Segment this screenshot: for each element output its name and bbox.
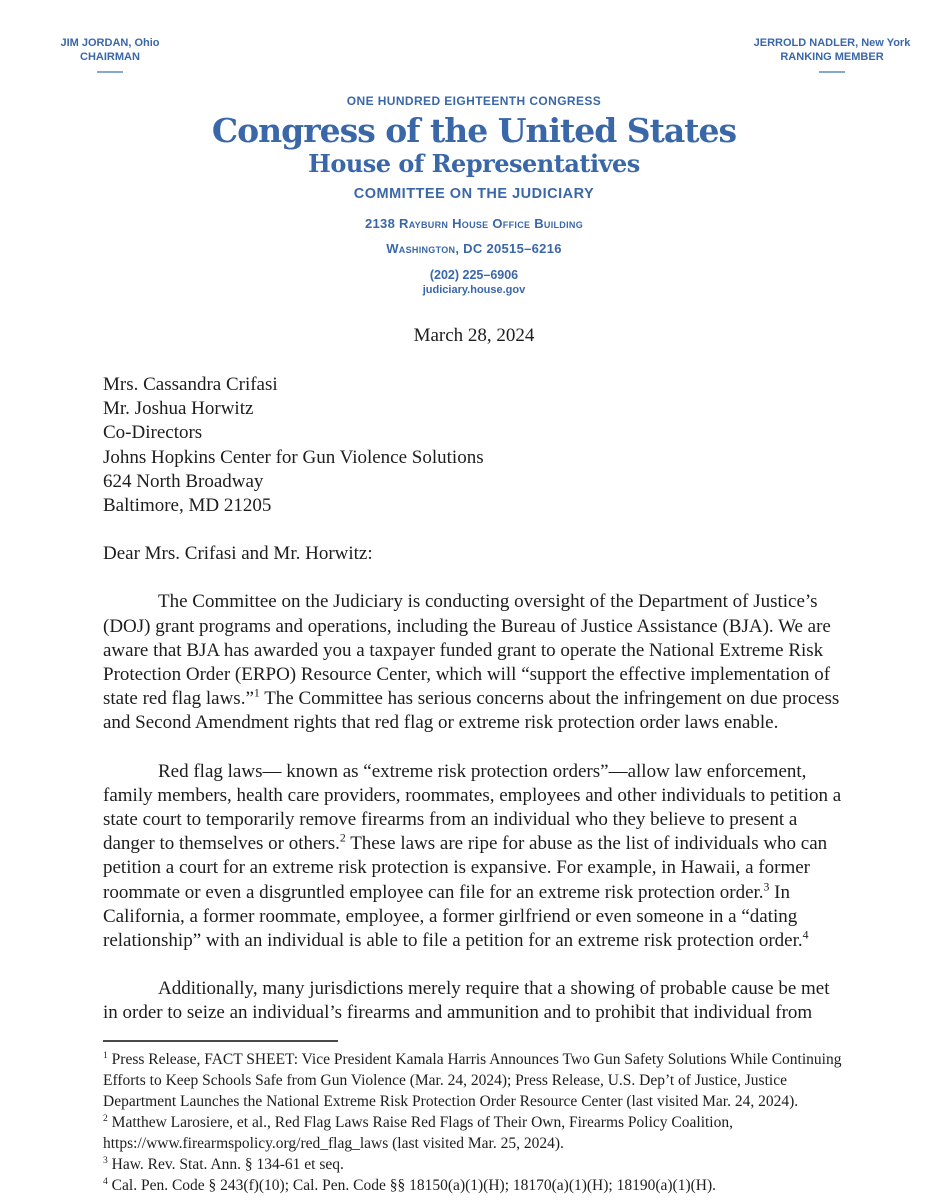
footnote: $^4$ Cal. Pen. Code § 243(f)(10); Cal. Pen. Code §§ 18150(a)(1)(H); 18170(a)(1)(H); 18190(a)(1)(H).: [103, 1175, 717, 1194]
recipient-line: Baltimore, MD 21205: [103, 495, 272, 517]
ranking-member-name: JERROLD NADLER, New York: [753, 37, 911, 49]
footnote: $^2$ Matthew Larosiere, et al., Red Flag Laws Raise Red Flags of Their Own, Firearms Policy Coalition, https://www.firearmspolicy.org/red_flag_laws (last visited Mar. 25, 2024).: [103, 1112, 733, 1152]
footnote-marker: 3: [763, 880, 770, 894]
chairman-name: JIM JORDAN, Ohio: [60, 37, 160, 49]
letter-paragraph: The Committee on the Judiciary is conducting oversight of the Department of Justice’s (DOJ) grant programs and operations, including the Bureau of Justice Assistance (BJA). We are aware that BJA has awarded you a taxpayer funded grant to operate the National Extreme Risk Protection Order (ERPO) Resource Center, which will “support the effective implementation of state red flag laws.”$^1$ The Committee has serious concerns about the infringement on due process and Second Amendment rights that red flag or extreme risk protection order laws enable.: [103, 591, 840, 734]
footnote-number: 2: [103, 1112, 108, 1124]
chairman-divider: [97, 71, 123, 73]
recipient-block: [103, 373, 848, 518]
body-paragraphs: [103, 590, 848, 1025]
footnote-number: 4: [103, 1175, 108, 1187]
footnote: $^3$ Haw. Rev. Stat. Ann. § 134-61 et seq.: [103, 1154, 344, 1173]
committee-name: COMMITTEE ON THE JUDICIARY: [353, 186, 595, 202]
recipient-line: Mrs. Cassandra Crifasi: [103, 374, 278, 395]
congress-session-line: ONE HUNDRED EIGHTEENTH CONGRESS: [346, 94, 602, 108]
address-city: Washington, DC 20515–6216: [386, 241, 562, 256]
house-title: House of Representatives: [308, 149, 640, 178]
footnote-divider: [103, 1040, 338, 1042]
website-url: judiciary.house.gov: [422, 284, 526, 296]
chairman-block: [30, 36, 190, 73]
congress-title: Congress of the United States: [211, 111, 737, 150]
footnote-number: 3: [103, 1154, 108, 1166]
footnote-marker: 4: [802, 928, 809, 942]
salutation: Dear Mrs. Crifasi and Mr. Horwitz:: [103, 543, 373, 565]
footnote-marker: 1: [253, 686, 260, 700]
ranking-member-block: [734, 36, 930, 73]
recipient-line: 624 North Broadway: [103, 470, 264, 492]
chairman-title: CHAIRMAN: [80, 51, 140, 63]
letter-body: [103, 373, 848, 1026]
ranking-member-title: RANKING MEMBER: [780, 51, 884, 63]
phone-number: (202) 225–6906: [429, 268, 519, 282]
letter-date: March 28, 2024: [413, 325, 535, 346]
recipient-line: Mr. Joshua Horwitz: [103, 398, 254, 420]
footnote-number: 1: [103, 1049, 108, 1061]
letter-paragraph: Red flag laws— known as “extreme risk protection orders”—allow law enforcement, family members, health care providers, roommates, employees and other individuals to petition a state court to temporarily remove firearms from an individual who they believe to present a danger to themselves or others.$^2$ These laws are ripe for abuse as the list of individuals who can petition a court for an extreme risk protection is expansive. For example, in Hawaii, a former roommate or even a disgruntled employee can file for an extreme risk protection order.$^3$ In California, a former roommate, employee, a former girlfriend or even someone in a “dating relationship” with an individual is able to file a petition for an extreme risk protection order.$^4$: [103, 760, 842, 952]
recipient-line: Co-Directors: [103, 422, 203, 444]
recipient-line: Johns Hopkins Center for Gun Violence Solutions: [103, 446, 484, 468]
letter-paragraph: Additionally, many jurisdictions merely require that a showing of probable cause be met in order to seize an individual’s firearms and ammunition and to prohibit that individual from: [103, 978, 830, 1024]
address-building: 2138 Rayburn House Office Building: [364, 216, 584, 231]
footnotes-list: [103, 1049, 851, 1196]
footnote-marker: 2: [339, 831, 346, 845]
ranking-member-divider: [819, 71, 845, 73]
footnote: $^1$ Press Release, FACT SHEET: Vice President Kamala Harris Announces Two Gun Safety Solutions While Continuing Efforts to Keep Schools Safe from Gun Violence (Mar. 24, 2024); Press Release, U.S. Dep’t of Justice, Justice Department Launches the National Extreme Risk Protection Order Resource Center (last visited Mar. 24, 2024).: [103, 1049, 842, 1110]
